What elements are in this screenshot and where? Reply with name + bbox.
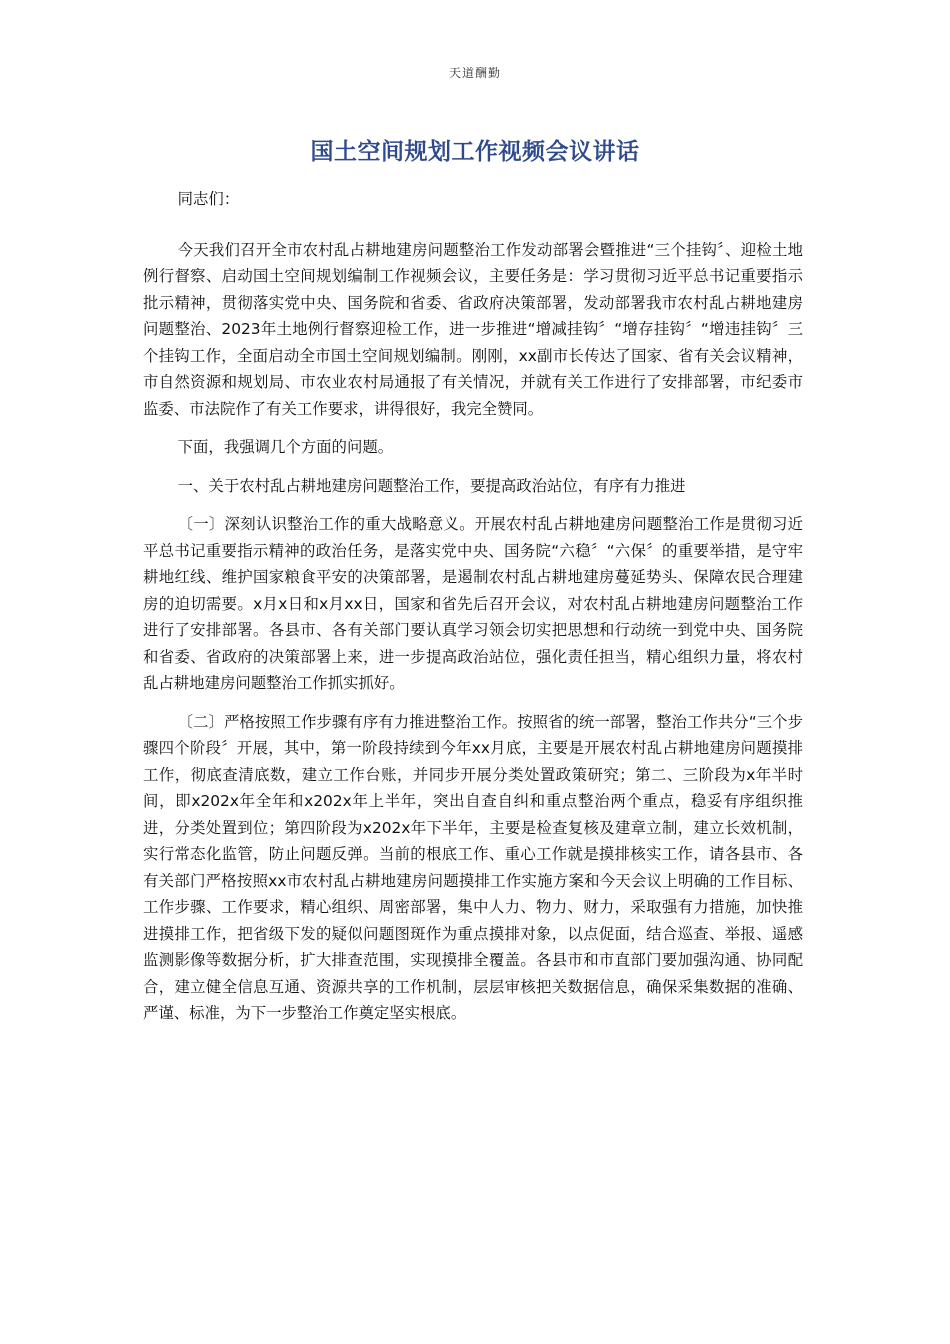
section-heading-1: 一、关于农村乱占耕地建房问题整治工作，要提高政治站位，有序有力推进: [177, 476, 686, 495]
page-header: 天道酬勤: [448, 66, 501, 80]
paragraph-subsection-1: 〔一〕深刻认识整治工作的重大战略意义。开展农村乱占耕地建房问题整治工作是贯彻习近平总书记重要指示精神的政治任务，是落实党中央、国务院“六稳〞“六保〞的重要举措，是守牢耕地红线、维护国家粮食平安的决策部署，是遏制农村乱占耕地建房蔓延势头、保障农民合理建房的迫切需要。x月x日和x月xx日，国家和省先后召开会议，对农村乱占耕地建房问题整治工作进行了安排部署。各县市、各有关部门要认真学习领会切实把思想和行动统一到党中央、国务院和省委、省政府的决策部署上来，进一步提高政治站位，强化责任担当，精心组织力量，将农村乱占耕地建房问题整治工作抓实抓好。: [143, 515, 803, 692]
document-title: 国土空间规划工作视频会议讲话: [310, 139, 640, 165]
paragraph-intro: 今天我们召开全市农村乱占耕地建房问题整治工作发动部署会暨推进“三个挂钩〞、迎检土地例行督察、启动国土空间规划编制工作视频会议，主要任务是：学习贯彻习近平总书记重要指示批示精神，贯彻落实党中央、国务院和省委、省政府决策部署，发动部署我市农村乱占耕地建房问题整治、2023年土地例行督察迎检工作，进一步推进“增减挂钩〞“增存挂钩〞“增违挂钩〞三个挂钩工作，全面启动全市国土空间规划编制。刚刚，xx副市长传达了国家、省有关会议精神，市自然资源和规划局、市农业农村局通报了有关情况，并就有关工作进行了安排部署，市纪委市监委、市法院作了有关工作要求，讲得很好，我完全赞同。: [143, 240, 803, 418]
document-body: [143, 186, 803, 1039]
salutation: 同志们：: [177, 190, 240, 208]
paragraph-transition: 下面，我强调几个方面的问题。: [177, 438, 394, 456]
paragraph-subsection-2: 〔二〕严格按照工作步骤有序有力推进整治工作。按照省的统一部署，整治工作共分“三个步骤四个阶段〞开展，其中，第一阶段持续到今年xx月底，主要是开展农村乱占耕地建房问题摸排工作，彻底查清底数，建立工作台账，并同步开展分类处置政策研究；第二、三阶段为x年半时间，即x202x年全年和x202x年上半年，突出自查自纠和重点整治两个重点，稳妥有序组织推进，分类处置到位；第四阶段为x202x年下半年，主要是检查复核及建章立制，建立长效机制，实行常态化监管，防止问题反弹。当前的根底工作、重心工作就是摸排核实工作，请各县市、各有关部门严格按照xx市农村乱占耕地建房问题摸排工作实施方案和今天会议上明确的工作目标、工作步骤、工作要求，精心组织、周密部署，集中人力、物力、财力，采取强有力措施，加快推进摸排工作，把省级下发的疑似问题图斑作为重点摸排对象，以点促面，结合巡查、举报、遥感监测影像等数据分析，扩大排查范围，实现摸排全覆盖。各县市和市直部门要加强沟通、协同配合，建立健全信息互通、资源共享的工作机制，层层审核把关数据信息，确保采集数据的准确、严谨、标准，为下一步整治工作奠定坚实根底。: [143, 712, 803, 1022]
